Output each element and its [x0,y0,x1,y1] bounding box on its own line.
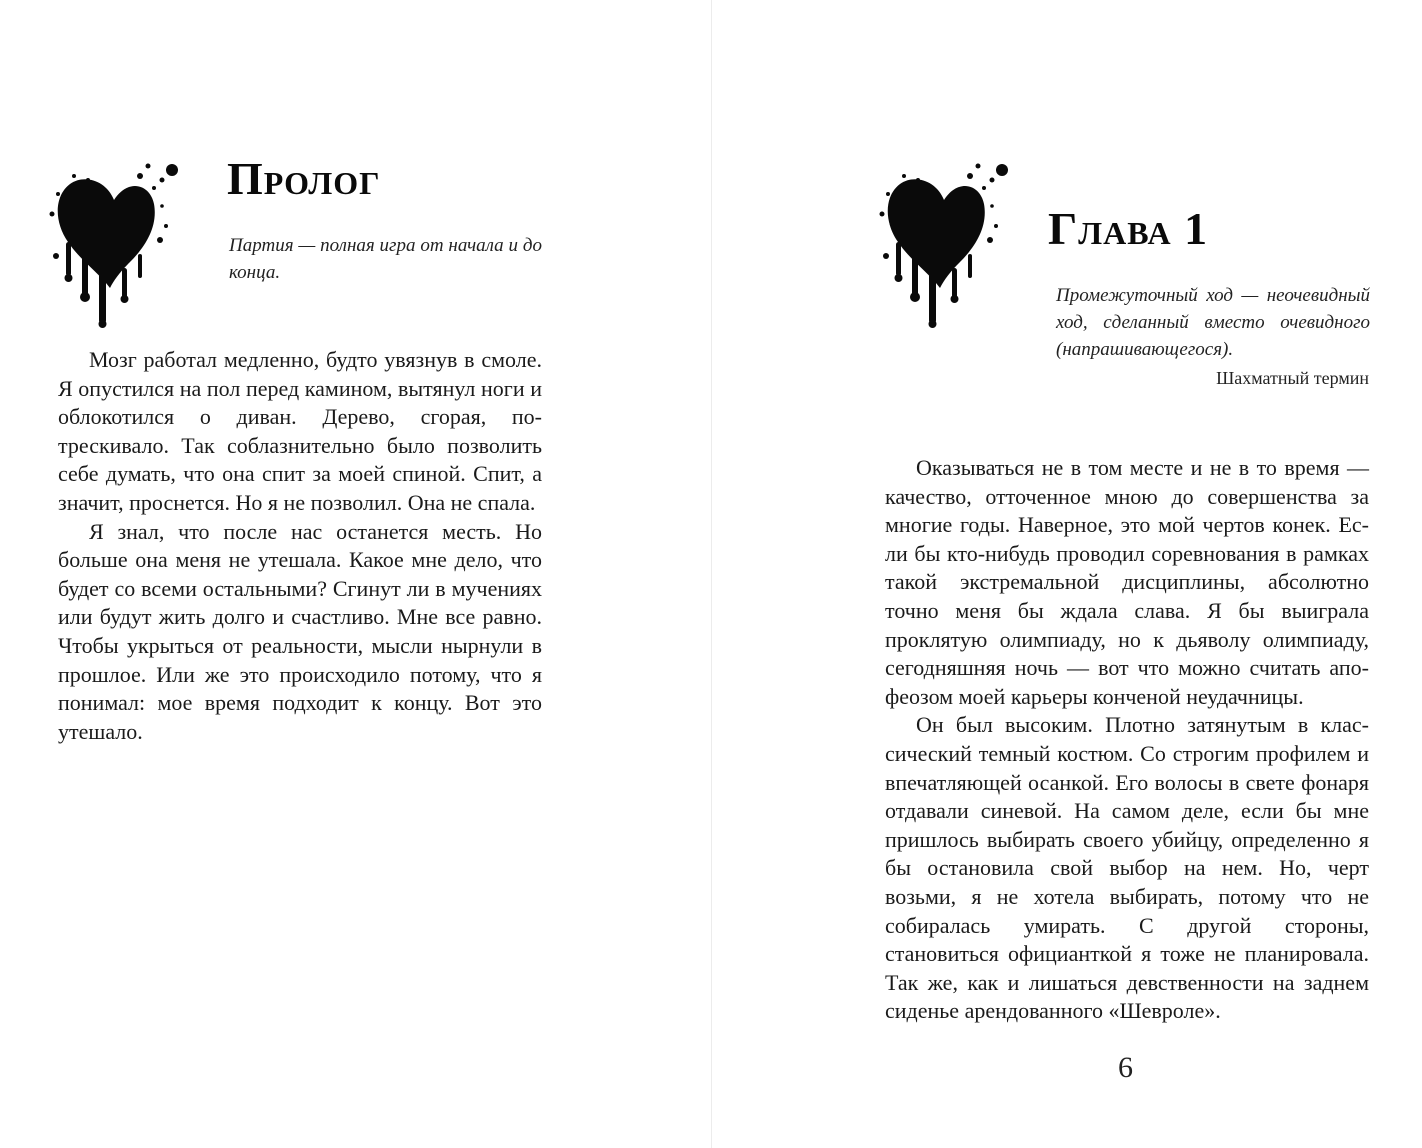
ink-heart-icon [44,160,184,330]
chapter-title: Пролог [227,153,381,204]
epigraph: Промежуточный ход — неочевидный ход, сделанный вместо очевидного (напрашивающегося). [1056,285,1370,360]
right-page [712,0,1422,1148]
epigraph: Партия — полная игра от начала и до конца. [229,235,542,283]
ink-heart-icon [874,160,1014,330]
page-number: 6 [1118,1051,1133,1084]
chapter-title: Глава 1 [1048,203,1209,254]
paragraph: Мозг работал медленно, будто увязнув в смоле. Я опустился на пол перед камином, вытянул ноги и облокотился о диван. Дерево, сгорая, потрескивало. Так соблазнительно было позволить себе думать, что она спит за моей спиной. Спит, а значит, проснется. Но я не позволил. Она не спала. [58,347,542,515]
paragraph: Оказываться не в том месте и не в то время — качество, отточенное мною до совершенства за многие годы. Наверное, это мой чертов конек. Если бы кто-нибудь проводил соревнования в рамках такой экстремальной дисциплины, абсолютно точно меня бы ждала слава. Я бы выиграла проклятую олимпиаду, но к дьяволу олимпиаду, сегодняшняя ночь — вот что можно считать апофеозом моей карьеры конченой неудачницы. [885,455,1369,709]
body-text [58,346,542,746]
paragraph: Он был высоким. Плотно затянутым в классический темный костюм. Со строгим профилем и впечатляющей осанкой. Его волосы в свете фонаря отдавали синевой. На самом деле, если бы мне пришлось выбирать своего убийцу, определенно я бы остановила свой выбор на нем. Но, черт возьми, я не хотела выбирать, потому что не собиралась умирать. С другой стороны, становиться официанткой я тоже не планировала. Так же, как и лишаться девственности на заднем сиденье арендованного «Шевроле». [885,712,1369,1024]
body-text [885,454,1369,1026]
paragraph: Я знал, что после нас останется месть. Но больше она меня не утешала. Какое мне дело, что будет со всеми остальными? Сгинут ли в мучениях или будут жить долго и счастливо. Мне все равно. Чтобы укрыться от реальности, мысли нырнули в прошлое. Или же это происходило потому, что я понимал: мое время подходит к концу. Вот это утешало. [58,518,542,744]
epigraph-source: Шахматный термин [1216,368,1369,388]
